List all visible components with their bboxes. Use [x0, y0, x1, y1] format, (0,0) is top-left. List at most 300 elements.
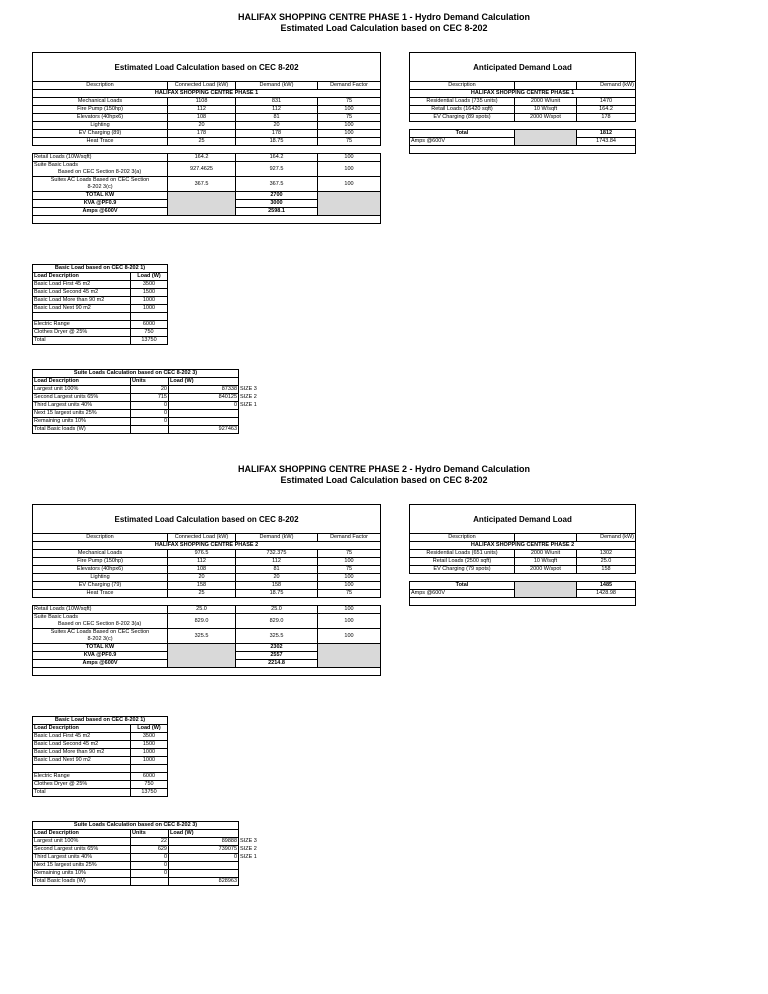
table-row	[33, 418, 259, 426]
table-cell: 0	[131, 418, 169, 426]
table-heading: Estimated Load Calculation based on CEC 8-202	[33, 505, 381, 534]
table-row	[33, 629, 381, 644]
table-row	[33, 765, 168, 773]
table-row	[410, 53, 636, 82]
column-header: Demand (kW)	[236, 82, 318, 90]
table-row	[33, 749, 168, 757]
column-header: Load Description	[33, 378, 131, 386]
table-cell: 20	[236, 574, 318, 582]
table-cell: 1500	[131, 289, 168, 297]
total-value: 1812	[577, 130, 636, 138]
table-row	[33, 378, 259, 386]
suite-basic-label	[33, 162, 168, 177]
table-cell: 10 W/sqft	[515, 106, 577, 114]
table-row	[33, 733, 168, 741]
table-cell: 927.5	[236, 162, 318, 177]
table-cell: 108	[168, 114, 236, 122]
table-row	[410, 598, 636, 606]
table-row	[410, 566, 636, 574]
table-cell: 20	[168, 122, 236, 130]
table-heading: Basic Load based on CEC 8-202 1)	[33, 717, 168, 725]
gray-cell	[168, 644, 236, 668]
table-cell: 367.5	[236, 177, 318, 192]
suite-loads-table	[32, 821, 259, 886]
table-cell: Next 15 largest units 25%	[33, 410, 131, 418]
table-cell: 629	[131, 846, 169, 854]
table-cell	[239, 822, 259, 830]
table-row	[33, 870, 259, 878]
table-cell: 25.0	[168, 606, 236, 614]
table-cell	[33, 598, 381, 606]
size-label	[239, 862, 259, 870]
table-cell: 75	[318, 114, 381, 122]
table-cell: Lighting	[33, 122, 168, 130]
table-row	[33, 106, 381, 114]
total-value: 1485	[577, 582, 636, 590]
size-label: SIZE 2	[240, 846, 257, 852]
table-row	[33, 822, 259, 830]
column-header: Demand Factor	[318, 82, 381, 90]
column-header: Demand (kW)	[577, 534, 636, 542]
table-row	[33, 668, 381, 676]
table-cell: Fire Pump (150hp)	[33, 558, 168, 566]
table-row	[33, 122, 381, 130]
gray-cell	[318, 644, 381, 668]
table-cell	[33, 313, 131, 321]
table-row	[33, 505, 381, 534]
amps-label: Amps @600V	[410, 590, 515, 598]
table-cell: 158	[168, 582, 236, 590]
size-label	[239, 870, 259, 878]
table-cell: 100	[318, 122, 381, 130]
column-header: Load Description	[33, 725, 131, 733]
total-label: TOTAL KW	[33, 644, 168, 652]
table-row	[33, 830, 259, 838]
table-cell: 1000	[131, 757, 168, 765]
table-cell	[239, 370, 259, 378]
table-cell	[410, 122, 636, 130]
table-cell	[410, 146, 636, 154]
table-cell: 100	[318, 106, 381, 114]
table-cell: 100	[318, 558, 381, 566]
table-cell: 0	[131, 410, 169, 418]
table-row	[33, 114, 381, 122]
total-value: 2302	[236, 644, 318, 652]
amps-label: Amps @600V	[33, 208, 168, 216]
table-row	[33, 773, 168, 781]
table-row	[410, 90, 636, 98]
table-cell: 75	[318, 98, 381, 106]
table-cell: 750	[131, 329, 168, 337]
size-label: SIZE 2	[240, 394, 257, 400]
total-value: 927463	[169, 426, 239, 434]
size-label: SIZE 1	[240, 854, 257, 860]
table-cell: Residential Loads (651 units)	[410, 550, 515, 558]
label-line: Suites AC Loads Based on CEC Section	[50, 177, 150, 183]
anticipated-demand-table	[409, 504, 636, 606]
table-row	[33, 297, 168, 305]
size-label	[239, 418, 259, 426]
table-cell: 25	[168, 590, 236, 598]
table-cell: 75	[318, 138, 381, 146]
table-row	[33, 558, 381, 566]
label-line: Based on CEC Section 8-202 3(a)	[58, 621, 142, 627]
page-subtitle: Estimated Load Calculation based on CEC 8-202	[280, 475, 488, 485]
table-cell: 829.0	[168, 614, 236, 629]
table-row	[33, 329, 168, 337]
table-row	[33, 606, 381, 614]
table-cell	[239, 426, 259, 434]
section-subtitle: HALIFAX SHOPPING CENTRE PHASE 2	[410, 542, 636, 550]
table-cell: Retail Loads (2500 sqft)	[410, 558, 515, 566]
table-cell: 6000	[131, 773, 168, 781]
suite-loads-table	[32, 369, 259, 434]
table-cell: 0	[131, 854, 169, 862]
table-row	[410, 146, 636, 154]
label-line: Suites AC Loads Based on CEC Section	[50, 629, 150, 635]
table-cell: 158	[236, 582, 318, 590]
table-row	[410, 550, 636, 558]
table-cell: 75	[318, 566, 381, 574]
column-header: Load (W)	[131, 725, 168, 733]
table-cell: 100	[318, 606, 381, 614]
table-cell: 927.4625	[168, 162, 236, 177]
table-cell: Clothes Dryer @ 25%	[33, 781, 131, 789]
table-cell: Basic Load Next 90 m2	[33, 757, 131, 765]
total-label: TOTAL KW	[33, 192, 168, 200]
table-row	[33, 717, 168, 725]
table-cell: Fire Pump (150hp)	[33, 106, 168, 114]
label-line: Suite Basic Loads	[34, 614, 79, 620]
section-subtitle: HALIFAX SHOPPING CENTRE PHASE 1	[33, 90, 381, 98]
table-row	[33, 53, 381, 82]
table-cell: 18.75	[236, 138, 318, 146]
column-header: Demand (kW)	[577, 82, 636, 90]
table-cell: 2000 W/unit	[515, 550, 577, 558]
table-cell: 1000	[131, 305, 168, 313]
table-cell: 6000	[131, 321, 168, 329]
label-line: 8-202 3(c)	[87, 636, 113, 642]
table-row	[33, 386, 259, 394]
total-label: Total Basic loads (W)	[33, 426, 131, 434]
table-row	[33, 337, 168, 345]
table-cell: 112	[236, 106, 318, 114]
table-cell: Third Largest units 40%	[33, 854, 131, 862]
table-cell: 1302	[577, 550, 636, 558]
table-cell	[169, 410, 239, 418]
table-cell	[410, 574, 636, 582]
table-cell	[239, 830, 259, 838]
table-cell: 100	[318, 130, 381, 138]
table-cell: 22	[131, 838, 169, 846]
table-cell: 178	[236, 130, 318, 138]
table-cell	[33, 216, 381, 224]
table-cell: 178	[168, 130, 236, 138]
total-label: Total	[410, 582, 515, 590]
basic-load-table	[32, 264, 168, 345]
amps-label: Amps @600V	[410, 138, 515, 146]
table-cell: Retail Loads (16420 sqft)	[410, 106, 515, 114]
table-cell: Lighting	[33, 574, 168, 582]
table-cell: 750	[131, 781, 168, 789]
suite-ac-label	[33, 177, 168, 192]
table-row	[33, 305, 168, 313]
table-cell: EV Charging (79)	[33, 582, 168, 590]
table-cell: 1000	[131, 749, 168, 757]
total-label: Total	[410, 130, 515, 138]
table-row	[33, 162, 381, 177]
table-cell: Third Largest units 40%	[33, 402, 131, 410]
table-cell	[169, 862, 239, 870]
table-cell: 112	[236, 558, 318, 566]
amps-value: 2214.8	[236, 660, 318, 668]
table-cell	[131, 426, 169, 434]
column-header: Connected Load (kW)	[168, 82, 236, 90]
column-header: Load (W)	[131, 273, 168, 281]
table-row	[33, 370, 259, 378]
table-row	[33, 582, 381, 590]
column-header: Connected Load (kW)	[168, 534, 236, 542]
table-cell: Clothes Dryer @ 25%	[33, 329, 131, 337]
table-cell: Largest unit 100%	[33, 838, 131, 846]
table-cell: Basic Load Next 90 m2	[33, 305, 131, 313]
table-cell: 1500	[131, 741, 168, 749]
table-row	[33, 289, 168, 297]
table-cell: 75	[318, 550, 381, 558]
table-cell	[131, 765, 168, 773]
table-cell	[33, 765, 131, 773]
table-cell	[410, 598, 636, 606]
table-cell: 2000 W/spot	[515, 114, 577, 122]
table-row	[33, 542, 381, 550]
table-heading: Basic Load based on CEC 8-202 1)	[33, 265, 168, 273]
column-header: Description	[33, 82, 168, 90]
table-cell: Remaining units 10%	[33, 870, 131, 878]
table-row	[33, 725, 168, 733]
table-cell: 112	[168, 106, 236, 114]
table-row	[33, 846, 259, 854]
suite-basic-label	[33, 614, 168, 629]
table-cell: Electric Range	[33, 773, 131, 781]
table-cell: Heat Trace	[33, 590, 168, 598]
section-subtitle: HALIFAX SHOPPING CENTRE PHASE 1	[410, 90, 636, 98]
table-row	[33, 426, 259, 434]
table-cell	[33, 668, 381, 676]
kva-value: 2557	[236, 652, 318, 660]
table-cell: 715	[131, 394, 169, 402]
table-cell: 25.0	[236, 606, 318, 614]
size-label	[239, 410, 259, 418]
table-cell: 18.75	[236, 590, 318, 598]
gray-cell	[515, 130, 577, 146]
table-cell: Retail Loads (10W/sqft)	[33, 606, 168, 614]
table-cell: Retail Loads (10W/sqft)	[33, 154, 168, 162]
column-header: Load Description	[33, 273, 131, 281]
table-cell: 87338	[169, 386, 239, 394]
table-row	[33, 757, 168, 765]
table-cell: 739075	[169, 846, 239, 854]
label-line: 8-202 3(c)	[87, 184, 113, 190]
table-row	[33, 138, 381, 146]
table-cell: 100	[318, 177, 381, 192]
table-heading: Suite Loads Calculation based on CEC 8-202 3)	[33, 822, 239, 830]
table-cell: 20	[236, 122, 318, 130]
table-row	[410, 130, 636, 138]
table-cell: 2000 W/spot	[515, 566, 577, 574]
table-cell: 89888	[169, 838, 239, 846]
gray-cell	[168, 192, 236, 216]
table-cell: 100	[318, 614, 381, 629]
table-cell: EV Charging (79 spots)	[410, 566, 515, 574]
table-cell: 1470	[577, 98, 636, 106]
table-row	[33, 146, 381, 154]
table-cell: 1000	[131, 297, 168, 305]
table-row	[33, 534, 381, 542]
table-cell: 25	[168, 138, 236, 146]
table-row	[33, 273, 168, 281]
table-cell: 20	[168, 574, 236, 582]
table-cell	[239, 378, 259, 386]
table-cell: Elevators (40hpx6)	[33, 566, 168, 574]
table-heading: Anticipated Demand Load	[410, 53, 636, 82]
table-cell: 164.2	[168, 154, 236, 162]
table-row	[33, 321, 168, 329]
table-cell: 829.0	[236, 614, 318, 629]
table-cell: 25.0	[577, 558, 636, 566]
table-cell	[131, 313, 168, 321]
kva-label: KVA @PF0.9	[33, 200, 168, 208]
table-cell: 0	[169, 854, 239, 862]
table-row	[33, 313, 168, 321]
table-cell: 20	[131, 386, 169, 394]
table-cell: 3500	[131, 733, 168, 741]
table-row	[33, 550, 381, 558]
label-line: Based on CEC Section 8-202 3(a)	[58, 169, 142, 175]
table-cell: Basic Load Second 45 m2	[33, 741, 131, 749]
table-row	[33, 614, 381, 629]
table-cell: 81	[236, 566, 318, 574]
table-row	[33, 410, 259, 418]
table-row	[33, 741, 168, 749]
table-row	[33, 838, 259, 846]
column-header	[515, 82, 577, 90]
table-cell	[33, 146, 381, 154]
table-cell: Electric Range	[33, 321, 131, 329]
table-cell: Next 15 largest units 25%	[33, 862, 131, 870]
table-cell	[131, 878, 169, 886]
table-cell: 112	[168, 558, 236, 566]
table-cell: Residential Loads (735 units)	[410, 98, 515, 106]
table-row	[410, 534, 636, 542]
table-cell: 325.5	[168, 629, 236, 644]
total-value: 2700	[236, 192, 318, 200]
table-row	[33, 598, 381, 606]
table-row	[33, 192, 381, 200]
column-header: Demand (kW)	[236, 534, 318, 542]
label-line: Suite Basic Loads	[34, 162, 79, 168]
table-cell: 732.375	[236, 550, 318, 558]
table-row	[33, 90, 381, 98]
estimated-load-table	[32, 504, 381, 676]
table-cell: Largest unit 100%	[33, 386, 131, 394]
table-row	[33, 402, 259, 410]
table-row	[410, 582, 636, 590]
suite-ac-label	[33, 629, 168, 644]
table-cell: Basic Load First 45 m2	[33, 281, 131, 289]
table-cell: 1108	[168, 98, 236, 106]
table-cell: 100	[318, 629, 381, 644]
table-cell: 100	[318, 154, 381, 162]
table-cell: 178	[577, 114, 636, 122]
size-label: SIZE 1	[240, 402, 257, 408]
table-row	[33, 265, 168, 273]
table-row	[410, 542, 636, 550]
column-header: Units	[131, 830, 169, 838]
table-cell: 100	[318, 574, 381, 582]
table-heading: Estimated Load Calculation based on CEC 8-202	[33, 53, 381, 82]
table-row	[33, 789, 168, 797]
table-heading: Suite Loads Calculation based on CEC 8-202 3)	[33, 370, 239, 378]
amps-value: 1428.98	[577, 590, 636, 598]
table-row	[33, 781, 168, 789]
table-cell: 2000 W/unit	[515, 98, 577, 106]
table-row	[33, 574, 381, 582]
table-row	[410, 558, 636, 566]
column-header: Load Description	[33, 830, 131, 838]
amps-value: 1743.84	[577, 138, 636, 146]
table-cell: Basic Load Second 45 m2	[33, 289, 131, 297]
table-row	[33, 82, 381, 90]
kva-label: KVA @PF0.9	[33, 652, 168, 660]
total-label: Total Basic loads (W)	[33, 878, 131, 886]
table-cell: Mechanical Loads	[33, 98, 168, 106]
estimated-load-table	[32, 52, 381, 224]
table-cell: 325.5	[236, 629, 318, 644]
column-header: Load (W)	[169, 830, 239, 838]
table-row	[33, 644, 381, 652]
table-cell: 831	[236, 98, 318, 106]
page-subtitle: Estimated Load Calculation based on CEC 8-202	[280, 23, 488, 33]
table-row	[33, 394, 259, 402]
kva-value: 3000	[236, 200, 318, 208]
table-cell	[239, 878, 259, 886]
table-cell: 164.2	[577, 106, 636, 114]
table-row	[410, 122, 636, 130]
size-label: SIZE 3	[240, 838, 257, 844]
amps-label: Amps @600V	[33, 660, 168, 668]
table-cell: Elevators (40hpx6)	[33, 114, 168, 122]
table-cell: Heat Trace	[33, 138, 168, 146]
table-cell: Total	[33, 789, 131, 797]
table-cell: 13750	[131, 789, 168, 797]
gray-cell	[318, 192, 381, 216]
column-header: Description	[410, 82, 515, 90]
table-row	[33, 878, 259, 886]
table-cell: 0	[131, 870, 169, 878]
table-cell: 164.2	[236, 154, 318, 162]
table-cell: 13750	[131, 337, 168, 345]
total-value: 828963	[169, 878, 239, 886]
column-header: Description	[410, 534, 515, 542]
table-cell: 976.5	[168, 550, 236, 558]
table-cell: 840125	[169, 394, 239, 402]
table-row	[33, 177, 381, 192]
table-cell: 108	[168, 566, 236, 574]
table-cell: Mechanical Loads	[33, 550, 168, 558]
table-cell: Second Largest units 65%	[33, 394, 131, 402]
table-cell: 158	[577, 566, 636, 574]
table-cell: Second Largest units 65%	[33, 846, 131, 854]
